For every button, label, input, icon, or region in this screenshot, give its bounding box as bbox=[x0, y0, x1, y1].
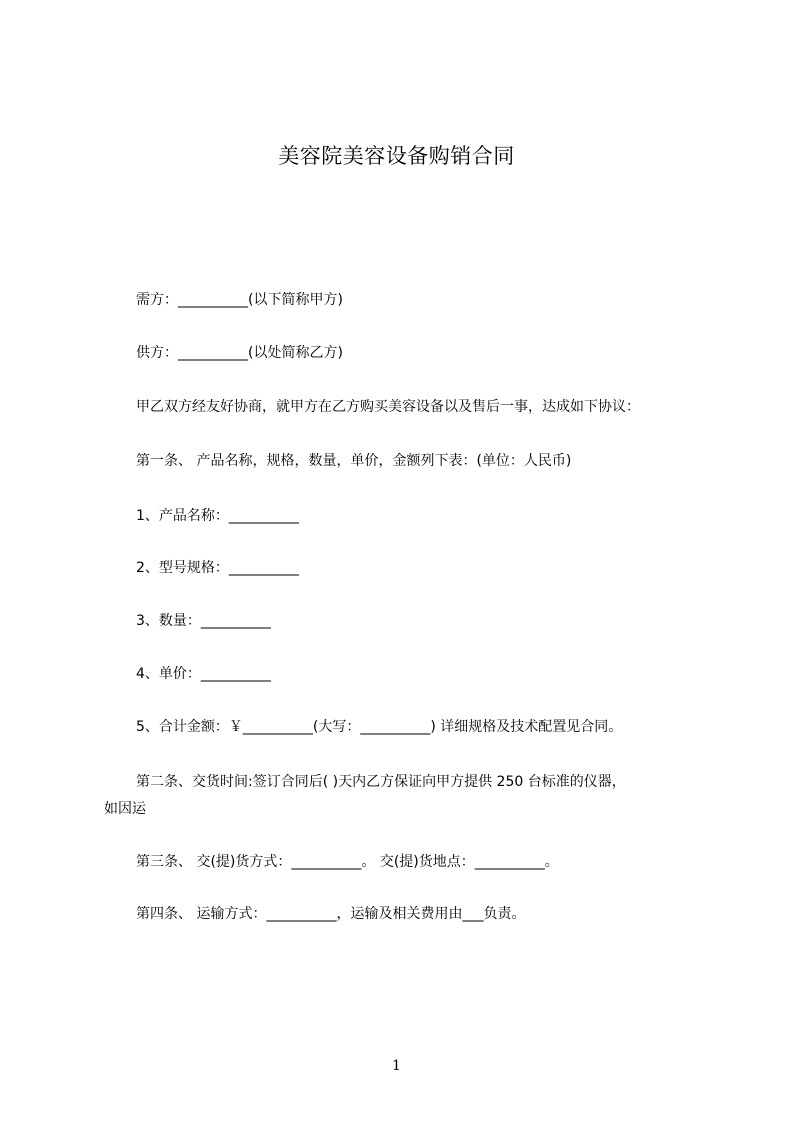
supplier-line: 供方：__________(以处简称乙方) bbox=[136, 345, 343, 361]
article-3-line: 第三条、 交(提)货方式：__________。 交(提)货地点：__________。 bbox=[136, 854, 559, 870]
article-2-continuation: 如因运 bbox=[104, 801, 146, 817]
article-2-line: 第二条、交货时间:签订合同后( )天内乙方保证向甲方提供 250 台标准的仪器， bbox=[136, 774, 626, 790]
buyer-line: 需方：__________(以下简称甲方) bbox=[136, 292, 343, 308]
document-title: 美容院美容设备购销合同 bbox=[278, 144, 515, 168]
page-number: 1 bbox=[392, 1058, 401, 1074]
agreement-intro: 甲乙双方经友好协商，就甲方在乙方购买美容设备以及售后一事，达成如下协议： bbox=[136, 399, 640, 415]
article-1-heading: 第一条、 产品名称，规格，数量，单价，金额列下表：(单位：人民币) bbox=[136, 453, 572, 469]
model-spec-line: 2、型号规格：__________ bbox=[136, 560, 299, 576]
total-amount-line: 5、合计金额：￥__________(大写：__________) 详细规格及技术配置见合同。 bbox=[136, 719, 623, 735]
product-name-line: 1、产品名称：__________ bbox=[136, 508, 299, 524]
quantity-line: 3、数量：__________ bbox=[136, 613, 271, 629]
unit-price-line: 4、单价：__________ bbox=[136, 666, 271, 682]
article-4-line: 第四条、 运输方式：__________，运输及相关费用由___负责。 bbox=[136, 906, 526, 922]
